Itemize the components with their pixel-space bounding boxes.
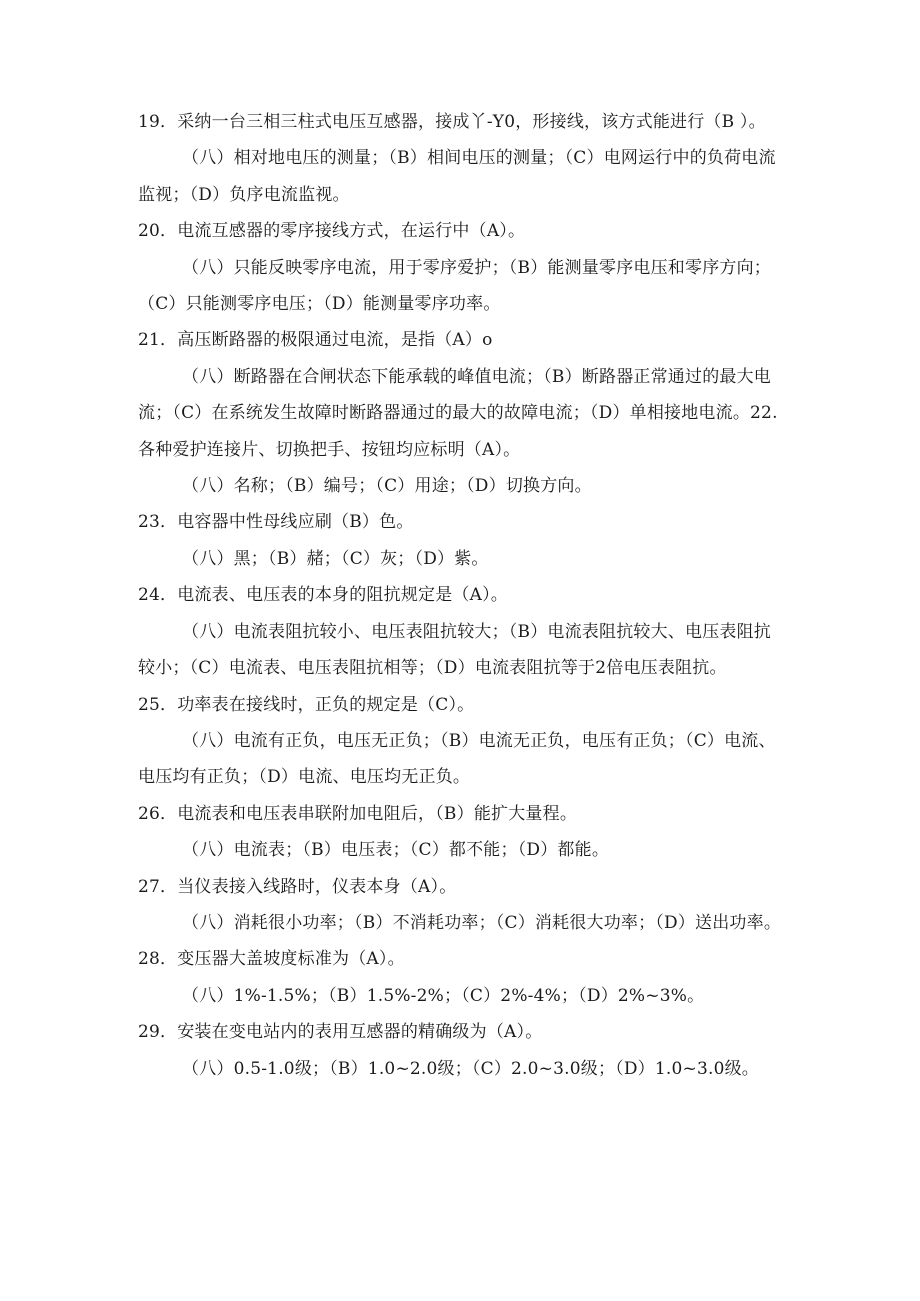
question-24-options: （八）电流表阻抗较小、电压表阻抗较大；（B）电流表阻抗较大、电压表阻抗较小；（C）电流表、电压表阻抗相等；（D）电流表阻抗等于2倍电压表阻抗。 [138,621,771,679]
question-26-options: （八）电流表；（B）电压表；（C）都不能；（D）都能。 [182,840,610,861]
question-27: 27．当仪表接入线路时，仪表本身（A）。 [138,876,457,897]
question-21-options-and-question-22: （八）断路器在合闸状态下能承载的峰值电流；（B）断路器正常通过的最大电流；（C）在系统发生故障时断路器通过的最大的故障电流；（D）单相接地电流。22.各种爱护连接片、切换把手、按钮均应标明（A）。 [138,366,778,460]
question-28: 28．变压器大盖坡度标准为（A）。 [138,949,405,970]
question-26: 26．电流表和电压表串联附加电阻后，（B）能扩大量程。 [138,803,578,824]
question-21: 21．高压断路器的极限通过电流，是指（A）o [138,330,493,351]
question-24: 24．电流表、电压表的本身的阻抗规定是（A）。 [138,585,509,606]
question-20: 20．电流互感器的零序接线方式，在运行中（A）。 [138,221,526,242]
question-23-options: （八）黑；（B）赭；（C）灰；（D）紫。 [182,548,489,569]
question-23: 23．电容器中性母线应刷（B）色。 [138,512,414,533]
question-25: 25．功率表在接线时，正负的规定是（C）。 [138,694,475,715]
question-28-options: （八）1%-1.5%；（B）1.5%-2%；（C）2%-4%；（D）2%~3%。 [182,985,705,1006]
question-22-options: （八）名称；（B）编号；（C）用途；（D）切换方向。 [182,476,592,497]
question-19: 19．采纳一台三相三柱式电压互感器，接成丫-Y0，形接线，该方式能进行（B ）。 [138,112,766,132]
question-29: 29．安装在变电站内的表用互感器的精确级为（A）。 [138,1022,543,1043]
question-27-options: （八）消耗很小功率；（B）不消耗功率；（C）消耗很大功率；（D）送出功率。 [182,912,782,933]
question-19-options: （八）相对地电压的测量；（B）相间电压的测量；（C）电网运行中的负荷电流监视；（D）负序电流监视。 [138,148,776,205]
question-20-options: （八）只能反映零序电流，用于零序爱护；（B）能测量零序电压和零序方向；（C）只能测零序电压；（D）能测量零序功率。 [138,257,771,315]
question-25-options: （八）电流有正负，电压无正负；（B）电流无正负，电压有正负；（C）电流、电压均有正负；（D）电流、电压均无正负。 [138,730,776,788]
question-29-options: （八）0.5-1.0级；（B）1.0~2.0级；（C）2.0~3.0级；（D）1.0~3.0级。 [182,1058,759,1079]
question-list [138,104,788,1087]
